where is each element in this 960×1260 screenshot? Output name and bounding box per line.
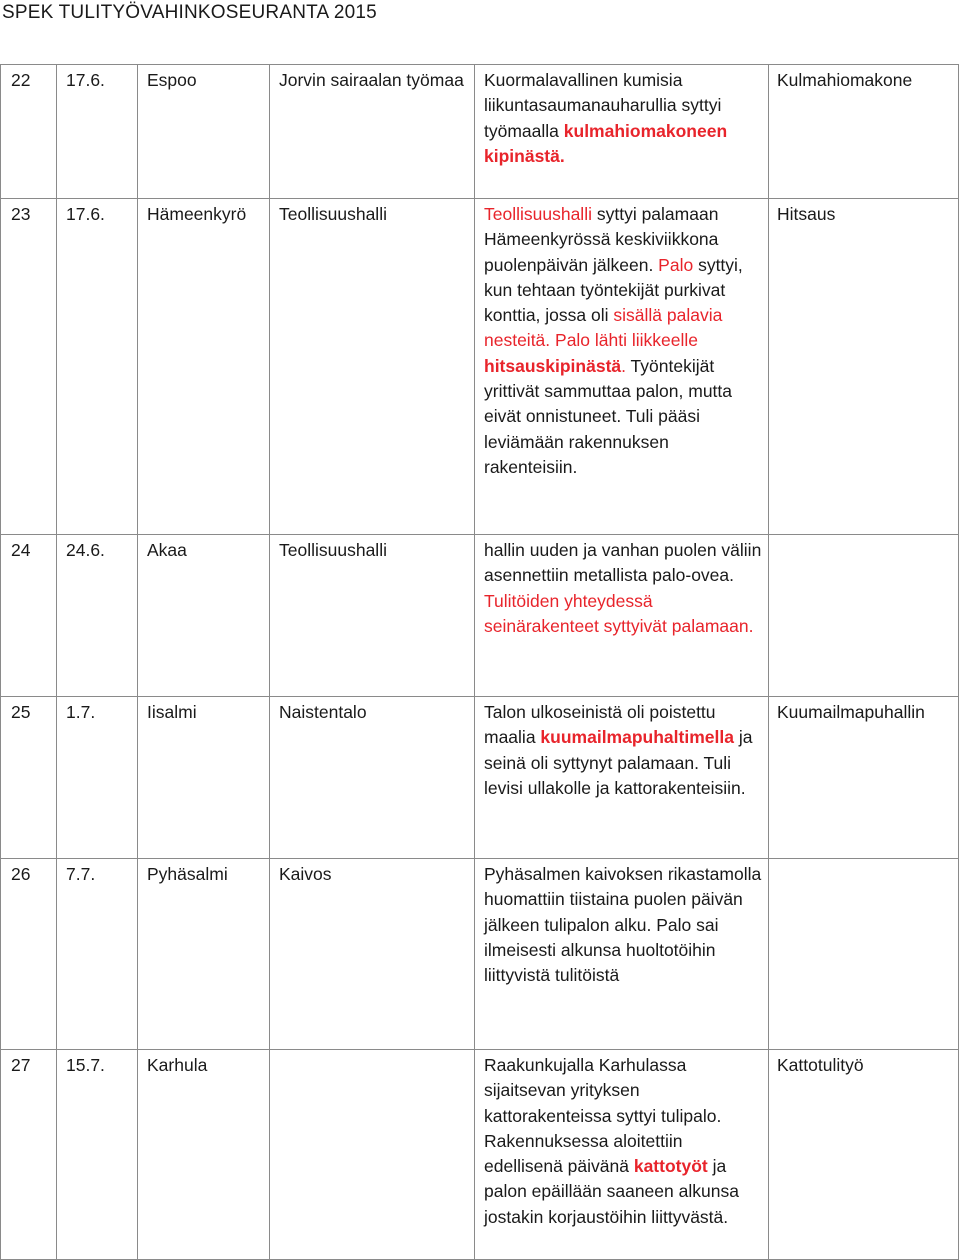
description-segment: Raakunkujalla Karhulassa sijaitsevan yrityksen kattorakenteissa syttyi tulipalo. Rakennuksessa aloitettiin edellisenä päivänä [484, 1055, 722, 1177]
description-segment: Talon ulkoseinistä oli poistettu maalia [484, 702, 716, 748]
date-cell: 17.6. [57, 199, 138, 535]
description-segment: Työntekijät yrittivät sammuttaa palon, mutta eivät onnistuneet. Tuli pääsi leviämään rakennuksen rakenteisiin. [484, 355, 733, 477]
municipality-cell: Karhula [138, 1050, 270, 1260]
row-number-cell: 24 [1, 535, 57, 697]
date-cell: 24.6. [57, 535, 138, 697]
row-number-cell: 22 [1, 65, 57, 199]
cause-cell: Kattotulityö [769, 1050, 959, 1260]
description-segment: Teollisuushalli [484, 204, 592, 224]
description-segment: kulmahiomakoneen kipinästä. [484, 120, 728, 166]
date-cell: 17.6. [57, 65, 138, 199]
table-body [1, 65, 959, 1260]
table-row [1, 535, 959, 697]
site-cell: Teollisuushalli [270, 199, 475, 535]
table-row [1, 697, 959, 859]
site-cell [270, 1050, 475, 1260]
row-number-cell: 27 [1, 1050, 57, 1260]
description-segment: Tulitöiden yhteydessä seinärakenteet syttyivät palamaan. [484, 590, 754, 636]
site-cell: Naistentalo [270, 697, 475, 859]
description-segment: ja palon epäillään saaneen alkunsa jostakin korjaustöihin liittyvästä. [484, 1156, 739, 1227]
description-segment: hitsauskipinästä [484, 355, 622, 376]
cause-cell: Hitsaus [769, 199, 959, 535]
row-number-cell: 25 [1, 697, 57, 859]
description-segment: syttyi, kun tehtaan työntekijät purkivat konttia, jossa oli [484, 254, 743, 326]
description-segment: syttyi palamaan Hämeenkyrössä keskiviikkona puolenpäivän jälkeen. [484, 204, 719, 275]
description-segment: . [621, 355, 627, 376]
date-cell: 1.7. [57, 697, 138, 859]
description-cell [475, 697, 769, 859]
row-number-cell: 23 [1, 199, 57, 535]
site-cell: Teollisuushalli [270, 535, 475, 697]
description-segment: Pyhäsalmen kaivoksen rikastamolla huomattiin tiistaina puolen päivän jälkeen tulipalon alku. Palo sai ilmeisesti alkunsa huoltotöihin liittyvistä tulitöistä [484, 864, 762, 986]
municipality-cell: Hämeenkyrö [138, 199, 270, 535]
site-cell: Kaivos [270, 859, 475, 1050]
date-cell: 15.7. [57, 1050, 138, 1260]
date-cell: 7.7. [57, 859, 138, 1050]
description-cell [475, 65, 769, 199]
description-cell [475, 535, 769, 697]
municipality-cell: Pyhäsalmi [138, 859, 270, 1050]
municipality-cell: Espoo [138, 65, 270, 199]
description-segment: kattotyöt [633, 1156, 708, 1177]
description-segment: hallin uuden ja vanhan puolen väliin asennettiin metallista palo-ovea. [484, 540, 762, 586]
municipality-cell: Akaa [138, 535, 270, 697]
site-cell: Jorvin sairaalan työmaa [270, 65, 475, 199]
cause-cell: Kulmahiomakone [769, 65, 959, 199]
description-cell [475, 859, 769, 1050]
table-row [1, 1050, 959, 1260]
description-segment: ja seinä oli syttynyt palamaan. Tuli levisi ullakolle ja kattorakenteisiin. [484, 727, 753, 798]
description-cell [475, 1050, 769, 1260]
cause-cell [769, 535, 959, 697]
description-segment: Palo [658, 254, 694, 275]
description-cell [475, 199, 769, 535]
cause-cell [769, 859, 959, 1050]
row-number-cell: 26 [1, 859, 57, 1050]
table-row [1, 859, 959, 1050]
description-segment: sisällä palavia nesteitä. Palo lähti liikkeelle [484, 305, 723, 351]
fire-incidents-table [0, 64, 959, 1260]
page-header: SPEK TULITYÖVAHINKOSEURANTA 2015 [2, 2, 377, 23]
municipality-cell: Iisalmi [138, 697, 270, 859]
description-segment: Kuormalavallinen kumisia liikuntasaumanauharullia syttyi työmaalla [484, 70, 722, 141]
description-segment: kuumailmapuhaltimella [540, 727, 734, 748]
cause-cell: Kuumailmapuhallin [769, 697, 959, 859]
table-row [1, 199, 959, 535]
table-row [1, 65, 959, 199]
